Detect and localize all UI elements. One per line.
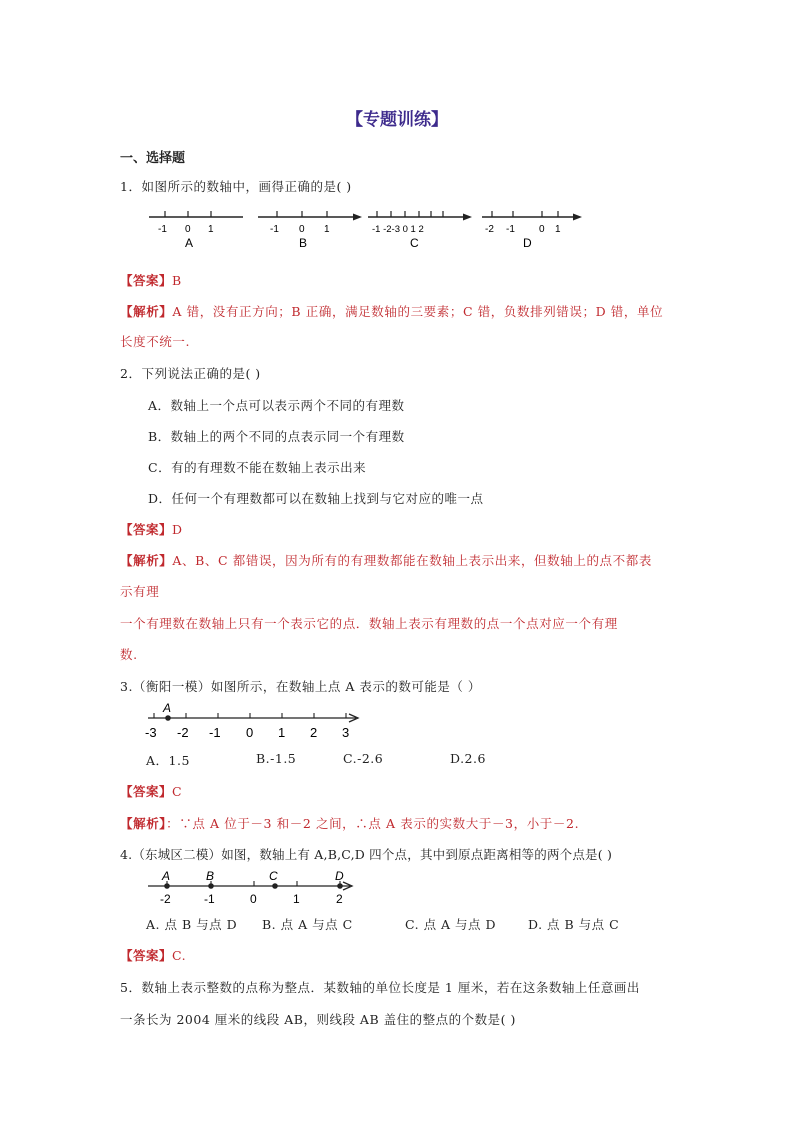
question-2-text: 2．下列说法正确的是( )	[120, 366, 261, 381]
question-4-option-a: A. 点 B 与点 D	[146, 917, 238, 932]
question-4-option-b: B. 点 A 与点 C	[262, 917, 353, 932]
question-3-explanation: 【解析】：∵点 A 位于－3 和－2 之间，∴点 A 表示的实数大于－3，小于－2.	[120, 816, 580, 831]
question-3-text: 3.（衡阳一模）如图所示，在数轴上点 A 表示的数可能是（ ）	[120, 679, 481, 694]
arrow-right-icon	[353, 214, 362, 221]
arrow-right-icon	[573, 214, 582, 221]
axis-b-tick: 0	[299, 224, 305, 235]
question-2-explanation-cont: 一个有理数在数轴上只有一个表示它的点．数轴上表示有理数的点一个点对应一个有理	[120, 616, 618, 631]
question-1-explanation-cont: 长度不统一.	[120, 334, 191, 349]
axis-d-tick: -1	[506, 224, 515, 235]
question-3-option-b: B.-1.5	[256, 751, 297, 766]
question-3-option-a: A．1.5	[146, 753, 190, 768]
tick-label: -1	[209, 725, 221, 740]
point-a-label: A	[162, 869, 171, 883]
question-2-option-b: B．数轴上的两个不同的点表示同一个有理数	[148, 429, 405, 444]
axis-c-ticks: -1 -2-3 0 1 2	[372, 224, 424, 235]
point-d-label: D	[335, 869, 344, 883]
axis-a-tick: 1	[208, 224, 214, 235]
axis-a-tick: 0	[185, 224, 191, 235]
point-c-label: C	[269, 869, 278, 883]
question-3-option-c: C.-2.6	[343, 751, 384, 766]
page-title: 【专题训练】	[346, 110, 448, 130]
question-4-number-line	[140, 866, 370, 908]
question-3-number-line	[140, 700, 380, 742]
point-d-dot	[337, 883, 343, 889]
question-5-text: 5．数轴上表示整数的点称为整点．某数轴的单位长度是 1 厘米，若在这条数轴上任意画出	[120, 980, 640, 995]
question-4-text: 4.（东城区二模）如图，数轴上有 A,B,C,D 四个点，其中到原点距离相等的两个点是( )	[120, 847, 613, 862]
point-c-dot	[272, 883, 278, 889]
question-2-option-c: C．有的有理数不能在数轴上表示出来	[148, 460, 367, 475]
question-5-text-cont: 一条长为 2004 厘米的线段 AB，则线段 AB 盖住的整点的个数是( )	[120, 1012, 516, 1027]
question-2-option-d: D．任何一个有理数都可以在数轴上找到与它对应的唯一点	[148, 491, 484, 506]
tick-label: 0	[250, 892, 257, 906]
axis-a-tick: -1	[158, 224, 167, 235]
tick-label: 1	[293, 892, 300, 906]
tick-label: -2	[177, 725, 189, 740]
question-2-explanation-cont: 数.	[120, 647, 138, 662]
question-1-text: 1．如图所示的数轴中，画得正确的是( )	[120, 179, 352, 194]
arrow-right-icon	[463, 214, 472, 221]
question-1-answer: 【答案】B	[120, 273, 182, 288]
question-1-number-line-figure	[140, 205, 590, 255]
section-heading: 一、选择题	[120, 151, 186, 166]
tick-label: 3	[342, 725, 350, 740]
tick-label: -2	[160, 892, 171, 906]
tick-label: -3	[145, 725, 157, 740]
axis-c-letter: C	[410, 236, 419, 250]
axis-d-tick: 0	[539, 224, 545, 235]
question-2-option-a: A．数轴上一个点可以表示两个不同的有理数	[148, 398, 405, 413]
tick-label: -1	[204, 892, 215, 906]
axis-b-tick: 1	[324, 224, 330, 235]
question-3-answer: 【答案】C	[120, 784, 183, 799]
question-3-option-d: D.2.6	[450, 751, 486, 766]
question-1-explanation: 【解析】A 错，没有正方向；B 正确，满足数轴的三要素；C 错，负数排列错误；D 错，单位	[120, 304, 664, 319]
axis-a-letter: A	[185, 236, 194, 250]
tick-label: 2	[336, 892, 343, 906]
point-a-label: A	[163, 701, 172, 715]
tick-label: 1	[278, 725, 286, 740]
question-4-answer: 【答案】C.	[120, 948, 187, 963]
point-a-dot	[165, 715, 171, 721]
point-b-dot	[208, 883, 214, 889]
tick-label: 2	[310, 725, 318, 740]
question-2-answer: 【答案】D	[120, 522, 183, 537]
axis-d-tick: -2	[485, 224, 494, 235]
point-a-dot	[164, 883, 170, 889]
axis-d-letter: D	[523, 236, 532, 250]
axis-b-tick: -1	[270, 224, 279, 235]
question-2-explanation: 【解析】A、B、C 都错误，因为所有的有理数都能在数轴上表示出来，但数轴上的点不都表	[120, 553, 652, 568]
tick-label: 0	[246, 725, 254, 740]
point-b-label: B	[206, 869, 215, 883]
question-4-option-d: D. 点 B 与点 C	[528, 917, 620, 932]
question-4-option-c: C. 点 A 与点 D	[405, 917, 497, 932]
axis-b-letter: B	[299, 236, 308, 250]
axis-d-tick: 1	[555, 224, 561, 235]
question-2-explanation-cont: 示有理	[120, 584, 160, 599]
